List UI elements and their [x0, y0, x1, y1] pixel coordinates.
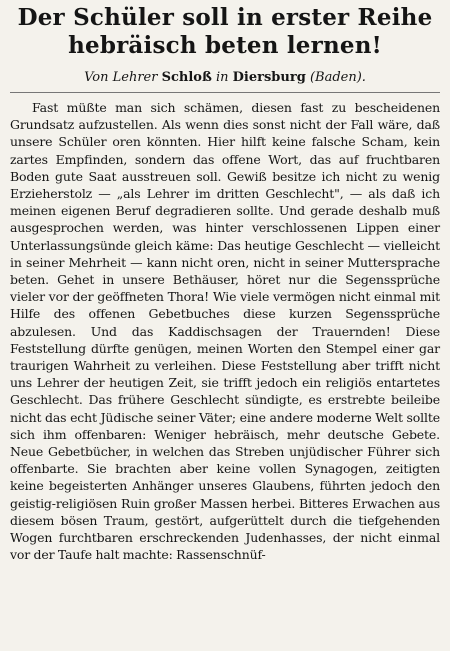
- headline: [10, 4, 440, 60]
- byline-prefix: Von Lehrer: [84, 70, 158, 85]
- byline-place-word: in: [215, 70, 229, 85]
- headline-line-1: Der Schüler soll in erster Reihe: [17, 4, 433, 31]
- separator-rule: [10, 92, 440, 93]
- author-city: Diersburg: [232, 70, 306, 85]
- article-body: Fast müßte man sich schämen, diesen fast zu bescheidenen Grundsatz aufzustellen. Als wenn dies sonst nicht der Fall wäre, daß unsere Schüler oren könnten. Hier hilft keine falsche Scham, kein zartes Empfinden, sondern das offene Wort, das auf fruchtbaren Boden gute Saat ausstreuen soll. Gewiß besitze ich nicht zu wenig Erzieherstolz — „als Lehrer im dritten Geschlecht", — als daß ich meinen eigenen Beruf degradieren sollte. Und gerade deshalb muß ausgesprochen werden, was hinter verschlossenen Lippen einer Unterlassungsünde gleich käme: Das heutige Geschlecht — vielleicht in seiner Mehrheit — kann nicht oren, nicht in seiner Muttersprache beten. Gehet in unsere Bethäuser, höret nur die Segenssprüche vieler vor der geöffneten Thora! Wie viele vermögen nicht einmal mit Hilfe des offenen Gebetbuches diese kurzen Segenssprüche abzulesen. Und das Kaddischsagen der Trauernden! Diese Feststellung dürfte genügen, meinen Worten den Stempel einer gar traurigen Wahrheit zu verleihen. Diese Feststellung aber trifft nicht uns Lehrer der heutigen Zeit, sie trifft jedoch ein religiös entartetes Geschlecht. Das frühere Geschlecht sündigte, es erstrebte beileibe nicht das echt Jüdische seiner Väter; eine andere moderne Welt sollte sich ihm offenbaren: Weniger hebräisch, mehr deutsche Gebete. Neue Gebetbücher, in welchen das Streben unjüdischer Führer sich offenbarte. Sie brachten aber keine vollen Synagogen, zeitigten keine begeisterten Anhänger unseres Glaubens, führten jedoch den geistig-religiösen Ruin großer Massen herbei. Bitteres Erwachen aus diesem bösen Traum, gestört, aufgerüttelt durch die tiefgehenden Wogen furchtbaren erschreckenden Judenhasses, der nicht einmal vor der Taufe halt machte: Rassenschnüf-: [10, 100, 440, 563]
- author-name: Schloß: [161, 70, 212, 85]
- headline-line-2: hebräisch beten lernen!: [68, 32, 382, 59]
- byline: [10, 69, 440, 87]
- author-region: (Baden).: [309, 70, 366, 85]
